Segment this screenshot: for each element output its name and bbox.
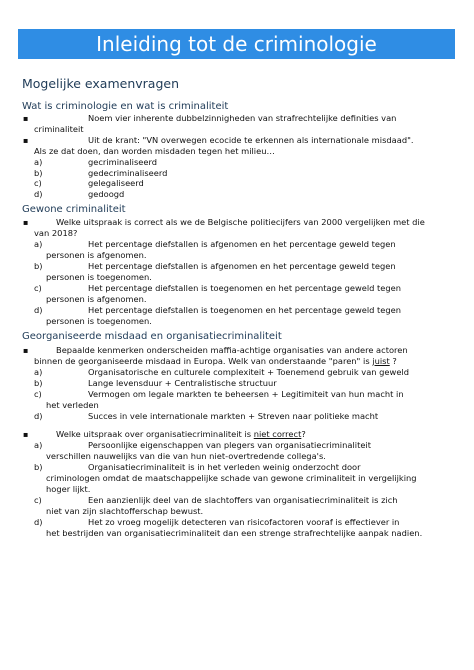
question-line: Bepaalde kenmerken onderscheiden maffia-achtige organisaties van andere actoren (56, 345, 408, 355)
section-title-1: Wat is criminologie en wat is criminaliteit (22, 101, 229, 112)
question-line: binnen de georganiseerde misdaad in Europa. Welk van onderstaande "paren" is juist ? (34, 356, 397, 366)
option-text: Lange levensduur + Centralistische structuur (88, 378, 277, 388)
option-letter: b) (34, 378, 43, 388)
option-text: personen is afgenomen. (46, 250, 147, 260)
question-line: van 2018? (34, 228, 78, 238)
question-line: Noem vier inherente dubbelzinnigheden van strafrechtelijke definities van (88, 113, 397, 123)
question-line: Als ze dat doen, dan worden misdaden tegen het milieu… (34, 146, 275, 156)
option-text: Het percentage diefstallen is toegenomen en het percentage geweld tegen (88, 305, 402, 315)
option-letter: b) (34, 261, 43, 271)
option-letter: a) (34, 440, 43, 450)
option-text: Een aanzienlijk deel van de slachtoffers van organisatiecriminaliteit is zich (88, 495, 398, 505)
bullet-icon: ▪ (23, 114, 29, 123)
option-letter: c) (34, 495, 42, 505)
option-text: personen is afgenomen. (46, 294, 147, 304)
option-letter: a) (34, 367, 43, 377)
option-letter: c) (34, 389, 42, 399)
option-text: Succes in vele internationale markten + Streven naar politieke macht (88, 411, 379, 421)
option-text: criminologen omdat de maatschappelijke schade van gewone criminaliteit in vergelijking (46, 473, 417, 483)
option-text: het verleden (46, 400, 99, 410)
option-letter: d) (34, 189, 43, 199)
option-text: verschillen nauwelijks van die van hun niet-overtredende collega's. (46, 451, 326, 461)
option-text: Het percentage diefstallen is toegenomen en het percentage geweld tegen (88, 283, 402, 293)
option-text: Organisatorische en culturele complexiteit + Toenemend gebruik van geweld (88, 367, 410, 377)
option-letter: b) (34, 462, 43, 472)
option-letter: d) (34, 517, 43, 527)
option-text: personen is toegenomen. (46, 272, 152, 282)
option-letter: a) (34, 239, 43, 249)
question-line: Uit de krant: "VN overwegen ecocide te erkennen als internationale misdaad". (88, 135, 414, 145)
option-letter: c) (34, 283, 42, 293)
option-text: personen is toegenomen. (46, 316, 152, 326)
option-text: Persoonlijke eigenschappen van plegers van organisatiecriminaliteit (88, 440, 371, 450)
bullet-icon: ▪ (23, 346, 29, 355)
bullet-icon: ▪ (23, 218, 29, 227)
option-text: Het zo vroeg mogelijk detecteren van risicofactoren vooraf is effectiever in (88, 517, 400, 527)
option-letter: a) (34, 157, 43, 167)
option-letter: d) (34, 411, 43, 421)
option-text: gecriminaliseerd (88, 157, 158, 167)
option-letter: b) (34, 168, 43, 178)
option-text: niet van zijn slachtofferschap bewust. (46, 506, 204, 516)
question-line: Welke uitspraak is correct als we de Belgische politiecijfers van 2000 vergelijken met die (56, 217, 425, 227)
document-title-banner (18, 29, 455, 59)
option-letter: c) (34, 178, 42, 188)
option-text: Organisatiecriminaliteit is in het verleden weinig onderzocht door (88, 462, 361, 472)
page-heading: Mogelijke examenvragen (22, 76, 179, 91)
document-title: Inleiding tot de criminologie (96, 32, 377, 56)
option-text: Het percentage diefstallen is afgenomen en het percentage geweld tegen (88, 261, 396, 271)
question-line: Welke uitspraak over organisatiecriminaliteit is niet correct? (56, 429, 306, 439)
option-text: gelegaliseerd (88, 178, 144, 188)
option-text: gedecriminaliseerd (88, 168, 168, 178)
bullet-icon: ▪ (23, 136, 29, 145)
bullet-icon: ▪ (23, 430, 29, 439)
question-line: criminaliteit (34, 124, 84, 134)
section-title-3: Georganiseerde misdaad en organisatiecriminaliteit (22, 331, 282, 342)
option-text: hoger lijkt. (46, 484, 91, 494)
option-text: Vermogen om legale markten te beheersen + Legitimiteit van hun macht in (88, 389, 404, 399)
option-text: Het percentage diefstallen is afgenomen en het percentage geweld tegen (88, 239, 396, 249)
option-text: gedoogd (88, 189, 125, 199)
section-title-2: Gewone criminaliteit (22, 204, 126, 215)
option-letter: d) (34, 305, 43, 315)
option-text: het bestrijden van organisatiecriminaliteit dan een strenge strafrechtelijke aanpak nadien. (46, 528, 423, 538)
